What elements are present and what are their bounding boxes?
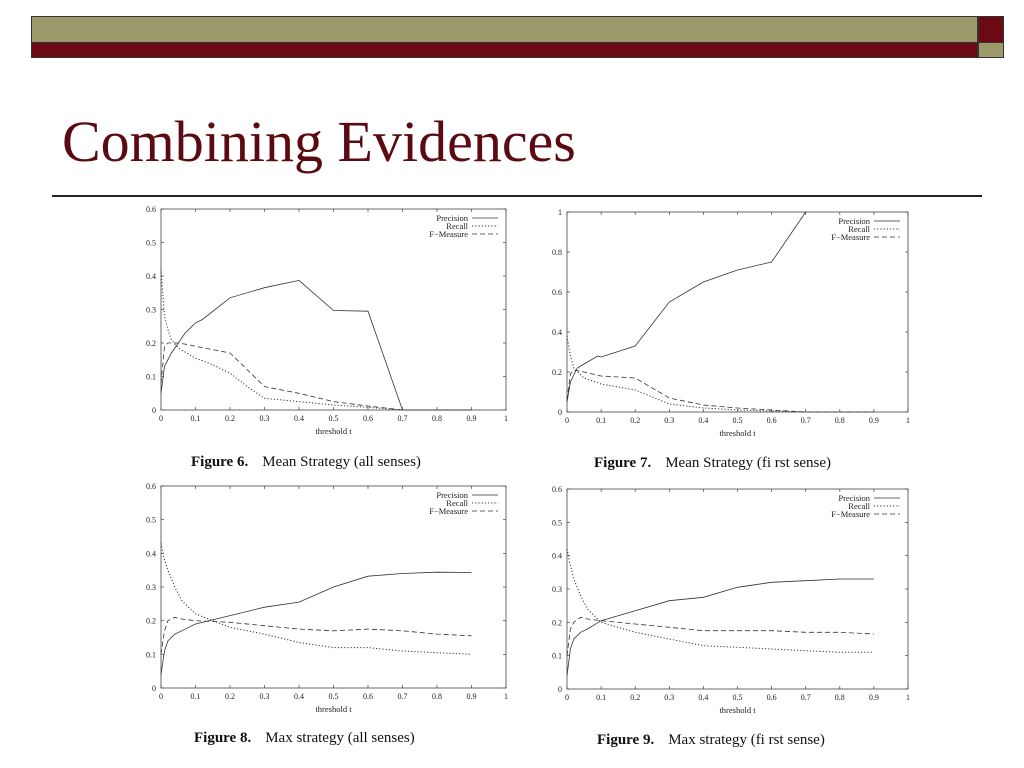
x-tick-label: 0.5 xyxy=(328,692,339,701)
x-tick-label: 0.5 xyxy=(328,414,339,423)
header-band-olive xyxy=(31,16,978,43)
y-tick-label: 0.6 xyxy=(552,485,562,494)
header-band-red xyxy=(31,42,978,58)
y-tick-label: 0.4 xyxy=(552,328,562,337)
x-tick-label: 1 xyxy=(504,414,508,423)
x-tick-label: 0.5 xyxy=(732,416,743,425)
header-square-olive xyxy=(978,42,1004,58)
y-tick-label: 0.5 xyxy=(146,238,156,248)
x-tick-label: 0.2 xyxy=(225,692,235,701)
y-tick-label: 1 xyxy=(558,208,562,217)
y-tick-label: 0.1 xyxy=(146,650,156,660)
y-tick-label: 0 xyxy=(152,406,156,415)
y-tick-label: 0.6 xyxy=(552,288,562,297)
x-tick-label: 0.8 xyxy=(834,416,845,425)
figure-label: Figure 8. xyxy=(194,730,252,746)
x-tick-label: 1 xyxy=(906,416,910,425)
figure-caption-text: Mean Strategy (all senses) xyxy=(262,454,421,470)
y-tick-label: 0.5 xyxy=(552,518,562,528)
plot-frame xyxy=(567,212,908,412)
y-tick-label: 0.6 xyxy=(146,205,156,214)
x-tick-label: 0.4 xyxy=(294,692,304,701)
x-tick-label: 0.8 xyxy=(834,693,845,702)
x-tick-label: 0.3 xyxy=(259,414,270,423)
series-line-fmeasure xyxy=(567,370,874,412)
x-tick-label: 0.4 xyxy=(698,416,709,425)
series-line-fmeasure xyxy=(161,617,472,654)
y-tick-label: 0 xyxy=(152,684,156,693)
x-axis-label: threshold t xyxy=(315,704,352,714)
legend-label: Precision xyxy=(838,216,870,226)
y-tick-label: 0.2 xyxy=(552,368,562,377)
y-tick-label: 0 xyxy=(558,685,562,694)
y-tick-label: 0.2 xyxy=(146,339,156,348)
legend-label: Precision xyxy=(436,490,468,500)
legend-label: F−Measure xyxy=(831,232,870,242)
figure-9-chart xyxy=(536,481,916,721)
figure-6-caption xyxy=(191,454,421,471)
y-tick-label: 0.3 xyxy=(552,585,562,594)
figure-label: Figure 7. xyxy=(594,455,652,471)
x-tick-label: 0.4 xyxy=(294,414,304,423)
series-line-recall xyxy=(161,543,472,654)
header-square-red xyxy=(978,16,1004,43)
legend-label: F−Measure xyxy=(429,506,468,516)
y-tick-label: 0 xyxy=(558,408,562,417)
figure-9-caption xyxy=(597,732,825,749)
x-tick-label: 0.9 xyxy=(868,693,879,702)
legend-label: Recall xyxy=(848,501,870,511)
x-tick-label: 0.2 xyxy=(630,693,641,702)
x-tick-label: 0.3 xyxy=(664,416,675,425)
figure-7-caption xyxy=(594,455,831,472)
x-tick-label: 0.6 xyxy=(766,693,777,702)
y-tick-label: 0.5 xyxy=(146,515,156,525)
x-tick-label: 0.1 xyxy=(190,414,201,423)
x-tick-label: 0.7 xyxy=(397,692,408,701)
x-tick-label: 0.2 xyxy=(630,416,641,425)
x-tick-label: 0.8 xyxy=(432,692,442,701)
x-tick-label: 0.7 xyxy=(800,693,811,702)
figure-caption-text: Max strategy (all senses) xyxy=(265,730,415,746)
x-tick-label: 0.7 xyxy=(800,416,811,425)
series-line-fmeasure xyxy=(567,617,874,655)
figure-8-chart xyxy=(130,478,520,718)
plot-frame xyxy=(567,489,908,689)
x-tick-label: 0 xyxy=(159,414,163,423)
x-tick-label: 0.6 xyxy=(363,414,373,423)
series-line-precision xyxy=(567,579,874,676)
x-tick-label: 0.4 xyxy=(698,693,709,702)
x-tick-label: 0.7 xyxy=(397,414,408,423)
y-tick-label: 0.3 xyxy=(146,305,156,315)
x-tick-label: 0.2 xyxy=(225,414,235,423)
x-tick-label: 0.3 xyxy=(664,693,675,702)
series-line-precision xyxy=(567,212,806,402)
x-tick-label: 0.6 xyxy=(766,416,777,425)
x-axis-label: threshold t xyxy=(719,705,756,715)
legend-label: Recall xyxy=(446,221,468,231)
figure-caption-text: Mean Strategy (fi rst sense) xyxy=(665,455,832,471)
figure-7-chart xyxy=(536,204,916,444)
series-line-recall xyxy=(567,549,874,652)
series-line-recall xyxy=(567,336,874,412)
y-tick-label: 0.1 xyxy=(552,651,562,661)
legend-label: Recall xyxy=(848,224,870,234)
figure-label: Figure 6. xyxy=(191,454,249,470)
figure-caption-text: Max strategy (fi rst sense) xyxy=(668,732,825,748)
y-tick-label: 0.3 xyxy=(146,583,156,592)
y-tick-label: 0.8 xyxy=(552,248,562,257)
title-divider xyxy=(52,195,982,197)
y-tick-label: 0.4 xyxy=(552,551,562,561)
x-tick-label: 0 xyxy=(159,692,163,701)
x-tick-label: 0.3 xyxy=(259,692,270,701)
series-line-precision xyxy=(161,572,472,674)
y-tick-label: 0.2 xyxy=(552,618,562,628)
legend-label: F−Measure xyxy=(831,509,870,519)
y-tick-label: 0.6 xyxy=(146,482,156,491)
series-line-recall xyxy=(161,269,472,410)
x-tick-label: 0 xyxy=(565,416,569,425)
x-tick-label: 0.1 xyxy=(190,692,201,701)
x-tick-label: 1 xyxy=(906,693,910,702)
figure-6-chart xyxy=(130,200,520,444)
series-line-fmeasure xyxy=(161,343,472,410)
y-tick-label: 0.4 xyxy=(146,272,156,281)
x-tick-label: 1 xyxy=(504,692,508,701)
y-tick-label: 0.1 xyxy=(146,372,156,382)
x-tick-label: 0.9 xyxy=(868,416,879,425)
x-tick-label: 0.9 xyxy=(466,692,477,701)
x-axis-label: threshold t xyxy=(719,428,756,438)
slide-title: Combining Evidences xyxy=(62,109,576,174)
x-tick-label: 0.8 xyxy=(432,414,442,423)
x-tick-label: 0.6 xyxy=(363,692,373,701)
legend-label: Precision xyxy=(436,213,468,223)
legend-label: F−Measure xyxy=(429,229,468,239)
x-tick-label: 0.1 xyxy=(596,693,607,702)
series-line-precision xyxy=(161,280,472,410)
x-tick-label: 0.5 xyxy=(732,693,743,702)
plot-frame xyxy=(161,209,506,410)
y-tick-label: 0.2 xyxy=(146,616,156,626)
x-tick-label: 0.1 xyxy=(596,416,607,425)
legend-label: Precision xyxy=(838,493,870,503)
x-tick-label: 0 xyxy=(565,693,569,702)
y-tick-label: 0.4 xyxy=(146,549,156,559)
legend-label: Recall xyxy=(446,498,468,508)
x-tick-label: 0.9 xyxy=(466,414,477,423)
figure-8-caption xyxy=(194,730,415,747)
x-axis-label: threshold t xyxy=(315,426,352,436)
figure-label: Figure 9. xyxy=(597,732,655,748)
